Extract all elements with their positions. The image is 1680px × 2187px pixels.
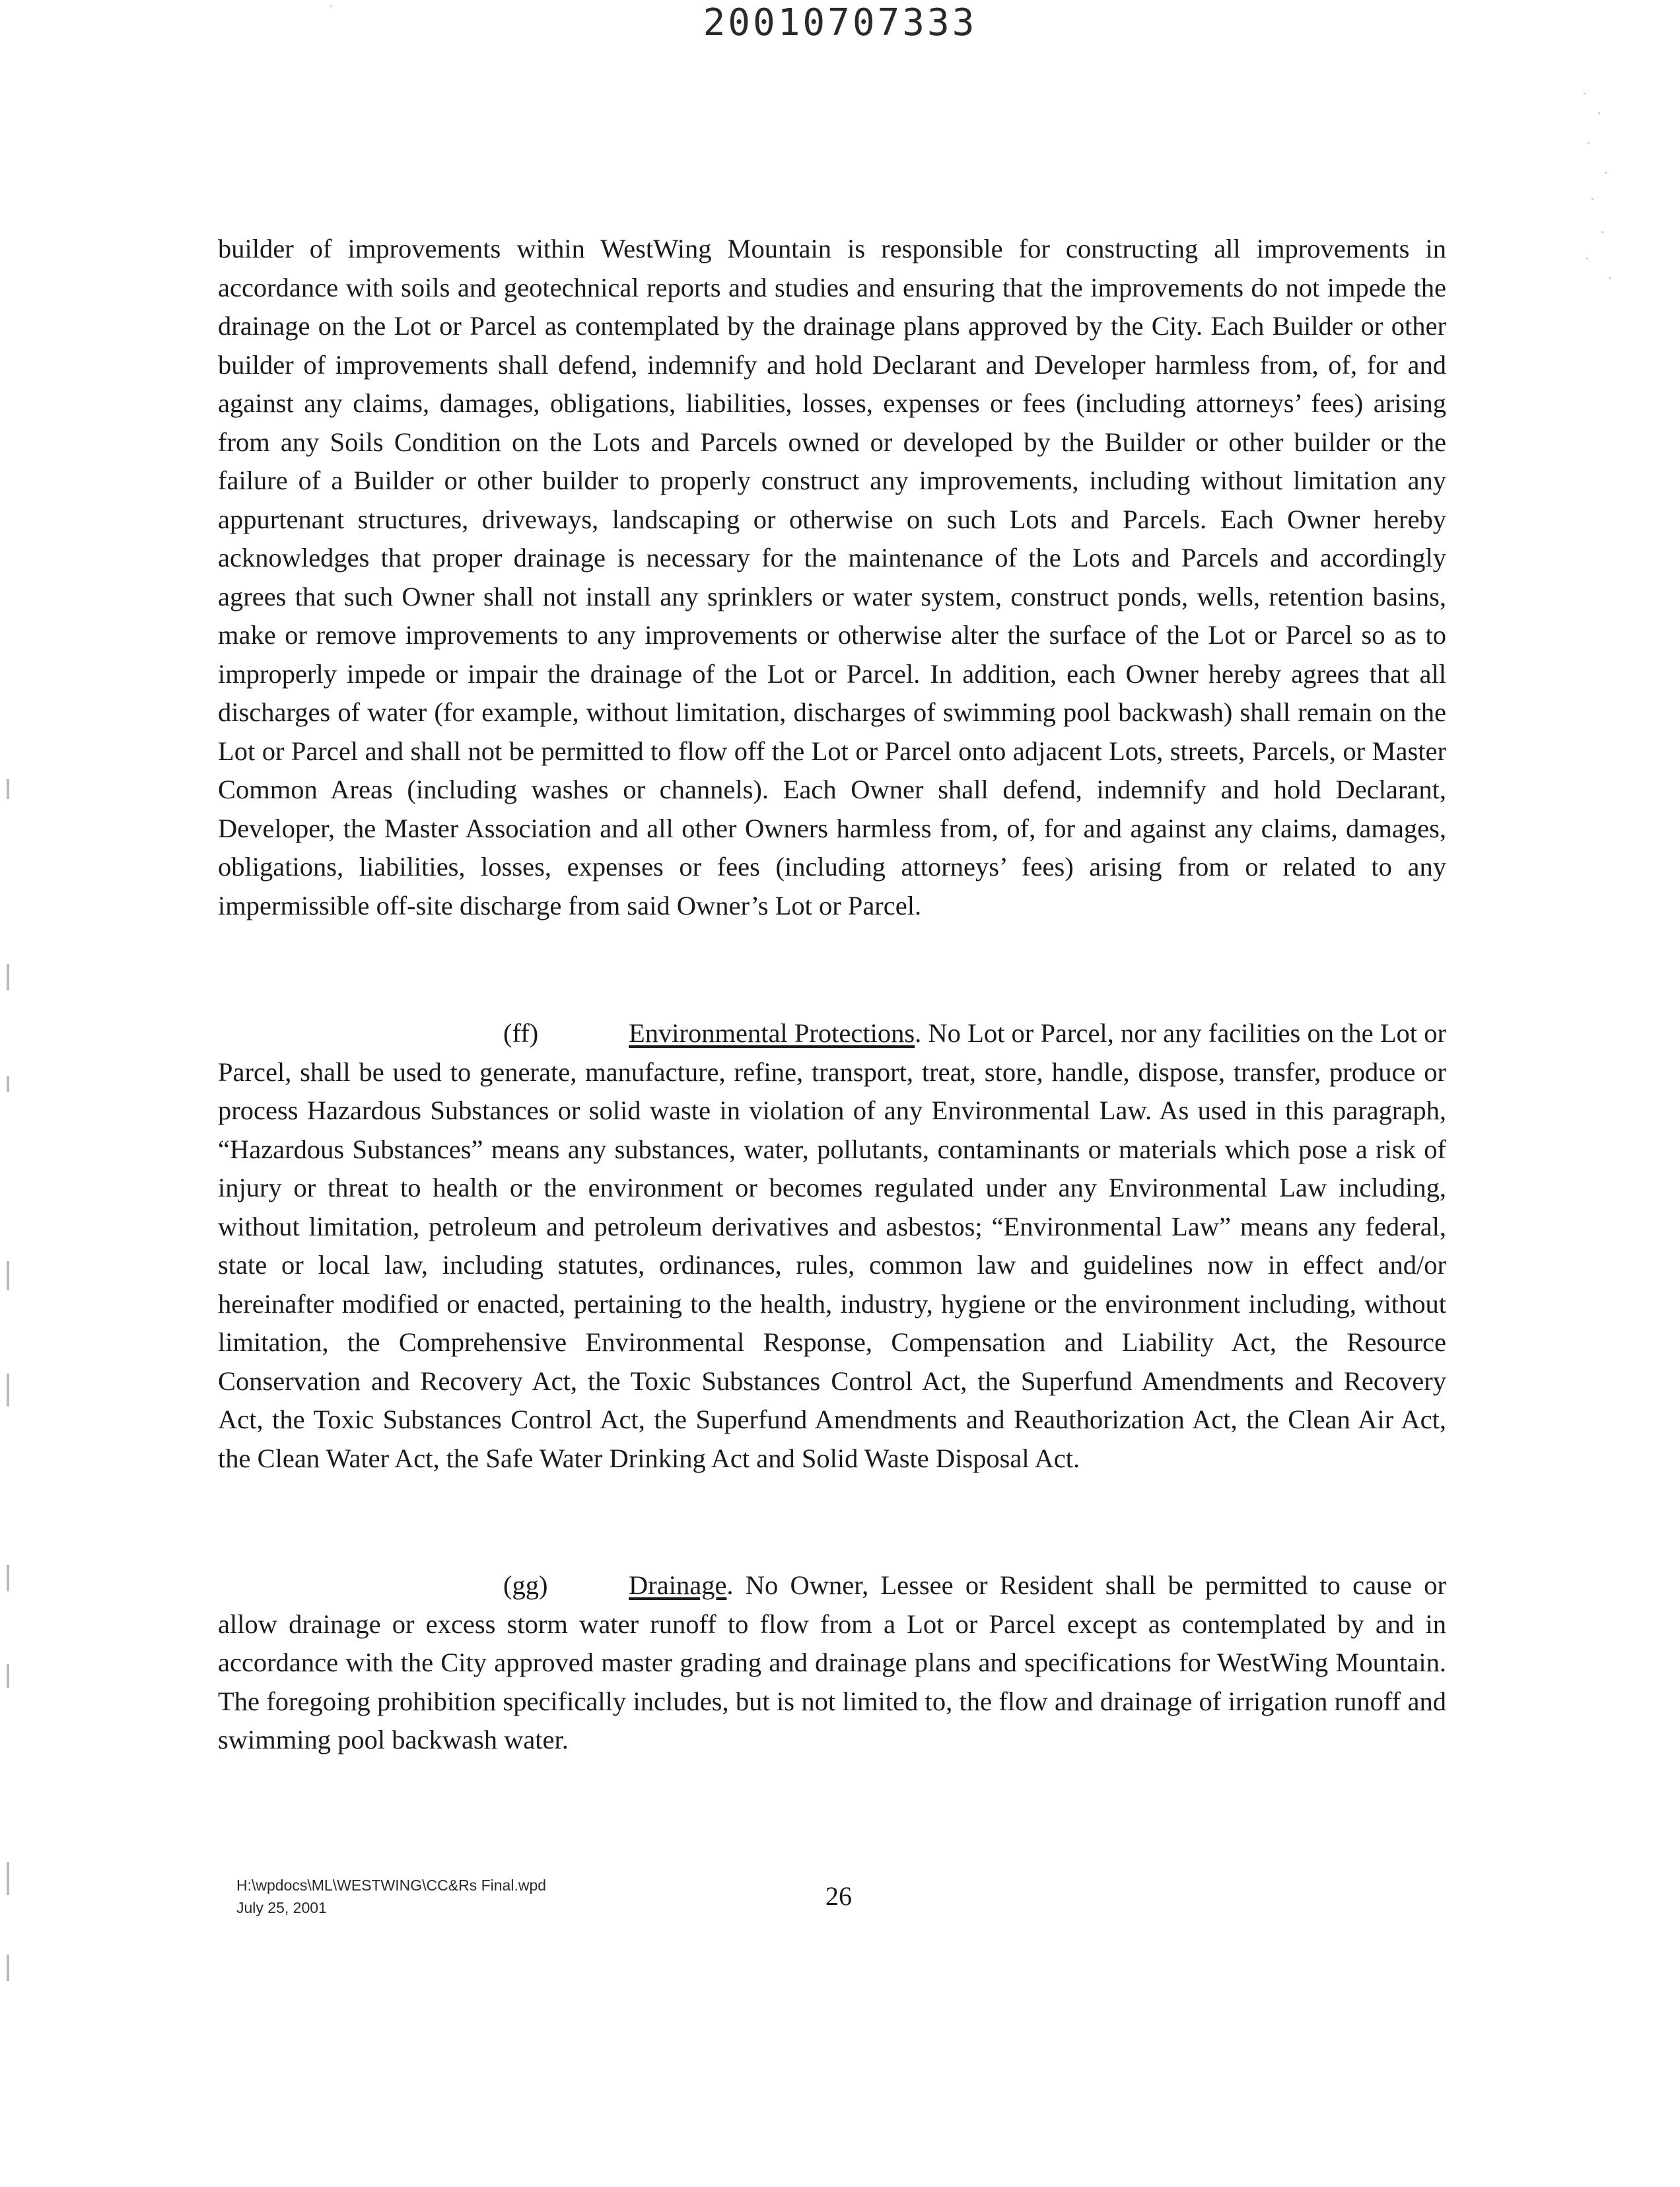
scan-artifact: [7, 1565, 9, 1591]
document-number: 20010707333: [703, 1, 977, 44]
section-ff-heading: Environmental Protections: [629, 1018, 915, 1048]
scan-artifact: [1601, 231, 1603, 233]
section-gg: [218, 1566, 1446, 1760]
scan-artifact: [330, 5, 332, 7]
scan-artifact: [1605, 172, 1607, 174]
scan-artifact: [1588, 142, 1590, 144]
section-gg-heading: Drainage: [629, 1570, 727, 1600]
scan-artifact: [1598, 112, 1600, 114]
scan-artifact: [1586, 258, 1588, 260]
section-gg-heading-period: .: [726, 1570, 734, 1600]
scan-artifact: [7, 1261, 9, 1290]
scan-artifact: [1584, 92, 1586, 94]
paragraph-continued: builder of improvements within WestWing Mountain is responsible for constructing all improvements in accordance with soils and geotechnical reports and studies and ensuring that the improvements do not impede the drainage on the Lot or Parcel as contemplated by the drainage plans approved by the City. Each Builder or other builder of improvements shall defend, indemnify and hold Declarant and Developer harmless from, of, for and against any claims, damages, obligations, liabilities, losses, expenses or fees (including attorneys’ fees) arising from any Soils Condition on the Lots and Parcels owned or developed by the Builder or other builder or the failure of a Builder or other builder to properly construct any improvements, including without limitation any appurtenant structures, driveways, landscaping or otherwise on such Lots and Parcels. Each Owner hereby acknowledges that proper drainage is necessary for the maintenance of the Lots and Parcels and accordingly agrees that such Owner shall not install any sprinklers or water system, construct ponds, wells, retention basins, make or remove improvements to any improvements or otherwise alter the surface of the Lot or Parcel so as to improperly impede or impair the drainage of the Lot or Parcel. In addition, each Owner hereby agrees that all discharges of water (for example, without limitation, discharges of swimming pool backwash) shall remain on the Lot or Parcel and shall not be permitted to flow off the Lot or Parcel onto adjacent Lots, streets, Parcels, or Master Common Areas (including washes or channels). Each Owner shall defend, indemnify and hold Declarant, Developer, the Master Association and all other Owners harmless from, of, for and against any claims, damages, obligations, liabilities, losses, expenses or fees (including attorneys’ fees) arising from or related to any impermissible off-site discharge from said Owner’s Lot or Parcel.: [218, 234, 1446, 920]
footer-file-info: [236, 1874, 546, 1919]
scan-artifact: [7, 1862, 9, 1895]
section-gg-text: No Owner, Lessee or Resident shall be permitted to cause or allow drainage or excess storm water runoff to flow from a Lot or Parcel except as contemplated by and in accordance with the City approved master grading and drainage plans and specifications for WestWing Mountain. The foregoing prohibition specifically includes, but is not limited to, the flow and drainage of irrigation runoff and swimming pool backwash water.: [218, 1570, 1446, 1754]
scan-artifact: [7, 1955, 9, 1981]
scan-artifact: [1609, 277, 1611, 279]
page-number: 26: [825, 1881, 852, 1911]
footer-date: July 25, 2001: [236, 1899, 327, 1916]
scan-artifact: [7, 1076, 9, 1092]
scan-artifact: [7, 779, 9, 799]
section-gg-number: (gg): [503, 1570, 548, 1600]
footer-file-path: H:\wpdocs\ML\WESTWING\CC&Rs Final.wpd: [236, 1877, 547, 1894]
section-ff-heading-period: .: [915, 1018, 922, 1048]
scan-artifact: [7, 1664, 9, 1688]
section-ff: [218, 1014, 1446, 1478]
scan-artifact: [7, 964, 9, 990]
section-ff-number: (ff): [503, 1018, 539, 1048]
scan-artifact: [7, 1373, 9, 1406]
scan-artifact: [1592, 198, 1593, 200]
section-ff-text: No Lot or Parcel, nor any facilities on the Lot or Parcel, shall be used to generate, manufacture, refine, transport, treat, store, handle, dispose, transfer, produce or process Hazardous Substances or solid waste in violation of any Environmental Law. As used in this paragraph, “Hazardous Substances” means any substances, water, pollutants, contaminants or materials which pose a risk of injury or threat to health or the environment or becomes regulated under any Environmental Law including, without limitation, petroleum and petroleum derivatives and asbestos; “Environmental Law” means any federal, state or local law, including statutes, ordinances, rules, common law and guidelines now in effect and/or hereinafter modified or enacted, pertaining to the health, industry, hygiene or the environment including, without limitation, the Comprehensive Environmental Response, Compensation and Liability Act, the Resource Conservation and Recovery Act, the Toxic Substances Control Act, the Superfund Amendments and Recovery Act, the Toxic Substances Control Act, the Superfund Amendments and Reauthorization Act, the Clean Air Act, the Clean Water Act, the Safe Water Drinking Act and Solid Waste Disposal Act.: [218, 1018, 1446, 1473]
